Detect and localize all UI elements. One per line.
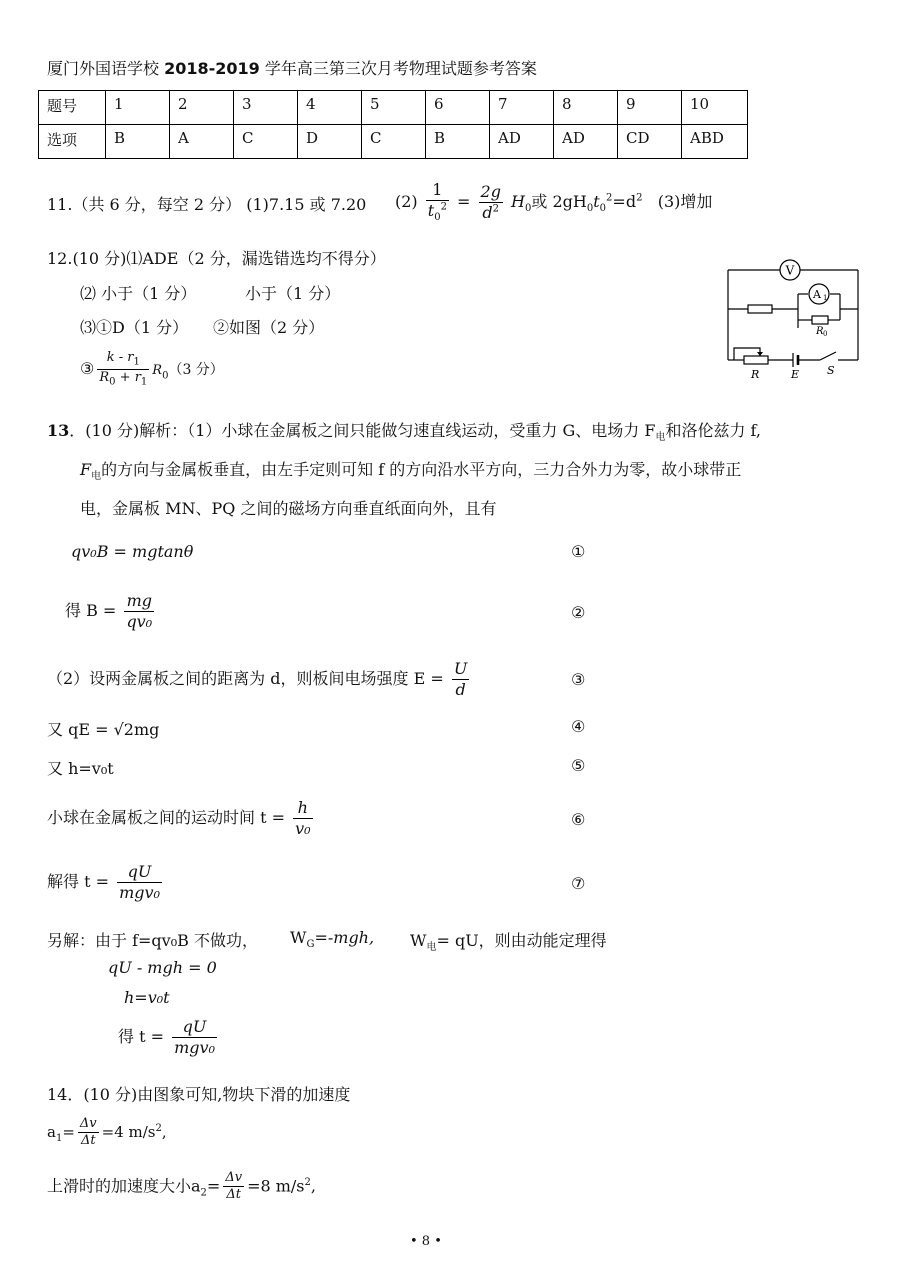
q13-eq2: 得 B = $\frac{mg}{\text{qv₀}}$ [65, 591, 153, 631]
q12-line2a: ⑵ 小于（1 分） [80, 284, 197, 303]
q11-fraction-2: $\frac{2g}{d^2}$ [480, 181, 501, 222]
q13-alt3: h=v₀t [124, 988, 170, 1007]
r0-subscript: 0 [823, 330, 828, 338]
eq-mark-1: ① [571, 542, 586, 561]
table-cell: 10 [682, 91, 748, 125]
q12-fraction: $\frac{k - r_1}{R_0 + r_1}$ [99, 350, 148, 388]
table-cell: C [234, 125, 298, 159]
table-cell: 4 [298, 91, 362, 125]
q13-alt2: qU - mgh = 0 [108, 958, 217, 977]
q13-alt4: 得 t = $\frac{qU}{\text{mgv₀}}$ [118, 1017, 215, 1057]
table-cell: CD [618, 125, 682, 159]
q13-eq4: 又 qE = √2mg [47, 720, 160, 739]
q13-alt1b: $W_G=$-mgh, [290, 928, 375, 951]
q14-line1: 14．(10 分)由图象可知,物块下滑的加速度 [47, 1085, 351, 1104]
q11-prefix: 11.（共 6 分，每空 2 分） (1)7.15 或 7.20 [47, 195, 367, 214]
table-cell: ABD [682, 125, 748, 159]
q13-para1: 13．(10 分)解析：（1）小球在金属板之间只能做匀速直线运动，受重力 G、电场力 $F_电$和洛伦兹力 f, [47, 421, 761, 444]
q12-line2b: 小于（1 分） [245, 284, 341, 303]
table-cell: 6 [426, 91, 490, 125]
table-header-label: 选项 [39, 125, 106, 159]
q13-eq7: 解得 t = $\frac{qU}{\text{mgv₀}}$ [47, 862, 160, 902]
table-cell: AD [490, 125, 554, 159]
table-cell: 3 [234, 91, 298, 125]
eq-mark-7: ⑦ [571, 874, 586, 893]
table-cell: 9 [618, 91, 682, 125]
q11-part2: (2) $\frac{1}{t_0^2}$ = $\frac{2g}{d^2}$ $H_0$或 $2gH_0t_0^2=d^2$ (3)增加 [395, 180, 713, 224]
ammeter-label: A [813, 288, 821, 301]
q13-alt1c: $W_电=$ qU，则由动能定理得 [410, 931, 607, 954]
table-row-numbers [39, 91, 748, 125]
table-cell: B [426, 125, 490, 159]
eq-mark-5: ⑤ [571, 756, 586, 775]
q13-para3: 电，金属板 MN、PQ 之间的磁场方向垂直纸面向外，且有 [80, 499, 497, 518]
q13-alt1: 另解：由于 f=qv₀B 不做功， [47, 931, 258, 950]
table-cell: 5 [362, 91, 426, 125]
eq-mark-4: ④ [571, 717, 586, 736]
answer-table [38, 90, 748, 159]
q13-eq5: 又 h=v₀t [47, 759, 114, 778]
q12-line1: 12.(10 分)⑴ADE（2 分，漏选错选均不得分） [47, 249, 386, 268]
table-cell: D [298, 125, 362, 159]
q12-line3a: ⑶①D（1 分） [80, 318, 189, 337]
rheostat-label: R [751, 368, 760, 380]
r0-label: R [816, 326, 824, 337]
eq-mark-2: ② [571, 603, 586, 622]
ammeter-subscript: 1 [823, 294, 828, 302]
slider-arrow-icon [757, 352, 763, 356]
q13-para2: $F_电$的方向与金属板垂直，由左手定则可知 f 的方向沿水平方向，三力合外力为零，故小球带正 [80, 460, 742, 483]
page-number: • 8 • [410, 1234, 442, 1249]
table-cell: B [106, 125, 170, 159]
eq-mark-3: ③ [571, 670, 586, 689]
circuit-diagram [720, 256, 870, 380]
q13-eq6: 小球在金属板之间的运动时间 t = $\frac{h}{\text{v₀}}$ [47, 798, 311, 838]
table-cell: 2 [170, 91, 234, 125]
table-cell: 8 [554, 91, 618, 125]
q14-a2: 上滑时的加速度大小$a_2=$ $\frac{\Delta v}{\Delta t}$ =8 $m/s^2$, [47, 1170, 316, 1203]
table-header-label: 题号 [39, 91, 106, 125]
document-title: 厦门外国语学校 2018-2019 学年高三第三次月考物理试题参考答案 [47, 59, 537, 78]
eq-mark-6: ⑥ [571, 810, 586, 829]
table-cell: 7 [490, 91, 554, 125]
q14-a1: $a_1=$ $\frac{\Delta v}{\Delta t}$ =4 $m/s^2$, [47, 1116, 167, 1149]
table-cell: A [170, 125, 234, 159]
voltmeter-label: V [785, 263, 795, 278]
battery-label: E [791, 368, 800, 380]
switch-label: S [827, 364, 835, 377]
q13-eq1: qv₀B = mgtanθ [71, 542, 194, 561]
q11-fraction-1: $\frac{1}{t_0^2}$ [427, 180, 447, 224]
table-cell: AD [554, 125, 618, 159]
q12-line3b: ②如图（2 分） [213, 318, 325, 337]
table-cell: 1 [106, 91, 170, 125]
table-row-answers [39, 125, 748, 159]
q12-line4: ③ $\frac{k - r_1}{R_0 + r_1}$ $R_0(3$ 分） [80, 350, 224, 388]
table-cell: C [362, 125, 426, 159]
q13-eq3: （2）设两金属板之间的距离为 d，则板间电场强度 E = $\frac{U}{d}$ [47, 659, 468, 699]
